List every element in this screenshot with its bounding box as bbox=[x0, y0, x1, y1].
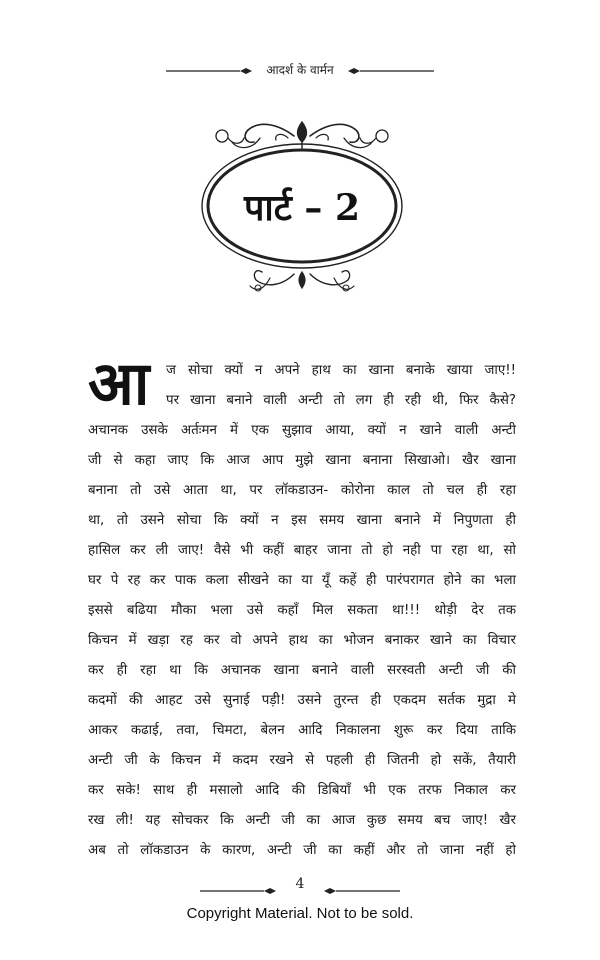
author-name: आदर्श के वार्मन bbox=[266, 63, 334, 77]
page-number: 4 bbox=[295, 876, 305, 892]
text-line: कर ही रहा था कि अचानक खाना बनाने वाली सरस्वती अन्टी जी की bbox=[88, 663, 516, 678]
text-line: कर सके! साथ ही मसालो आदि की डिबियाँ भी एक तरफ निकाल कर bbox=[88, 783, 516, 798]
text-line: आकर कढाई, तवा, चिमटा, बेलन आदि निकालना शुरू कर दिया ताकि bbox=[88, 723, 516, 738]
copyright-notice: Copyright Material. Not to be sold. bbox=[186, 905, 414, 922]
text-line: अब तो लॉकडाउन के कारण, अन्टी जी का कहीं और तो जाना नहीं हो bbox=[88, 843, 516, 858]
text-line: हासिल कर ली जाए! वैसे भी कहीं बाहर जाना तो हो नही पा रहा था, सो bbox=[88, 543, 516, 558]
text-line: रख ली! यह सोचकर कि अन्टी जी का आज कुछ समय बच जाए! खैर bbox=[88, 813, 516, 828]
text-line: अचानक उसके अर्तःमन में एक सुझाव आया, क्यों न खाने वाली अन्टी bbox=[88, 423, 516, 438]
text-line: अन्टी जी के किचन में कदम रखने से पहली ही जितनी हो सकें, तैयारी bbox=[88, 753, 516, 768]
chapter-title: पार्ट – 2 bbox=[243, 187, 361, 229]
text-line: ज सोचा क्यों न अपने हाथ का खाना बनाके खाया जाए!! bbox=[166, 363, 516, 378]
text-line: घर पे रह कर पाक कला सीखने का या यूँ कहें ही पारंपरागत होने का भला bbox=[88, 573, 516, 588]
text-line: कदमों की आहट उसे सुनाई पड़ी! उसने तुरन्त ही एकदम सर्तक मुद्रा मे bbox=[88, 693, 516, 708]
text-line: किचन में खड़ा रह कर वो अपने हाथ का भोजन बनाकर खाने का विचार bbox=[88, 633, 516, 648]
text-line: था, तो उसने सोचा कि क्यों न इस समय खाना बनाने में निपुणता ही bbox=[88, 513, 516, 528]
drop-cap: आ bbox=[88, 349, 150, 419]
text-line: बनाना तो उसे आता था, पर लॉकडाउन- कोरोना काल तो चल ही रहा bbox=[88, 483, 516, 498]
page-header bbox=[160, 60, 440, 82]
text-line: पर खाना बनाने वाली अन्टी तो लग ही रही थी, फिर कैसे? bbox=[166, 393, 516, 408]
text-line: जी से कहा जाए कि आज आप मुझे खाना बनाना सिखाओ। खैर खाना bbox=[88, 453, 517, 468]
text-line: इससे बढिया मौका भला उसे कहाँ मिल सकता था!!! थोड़ी देर तक bbox=[88, 603, 516, 618]
